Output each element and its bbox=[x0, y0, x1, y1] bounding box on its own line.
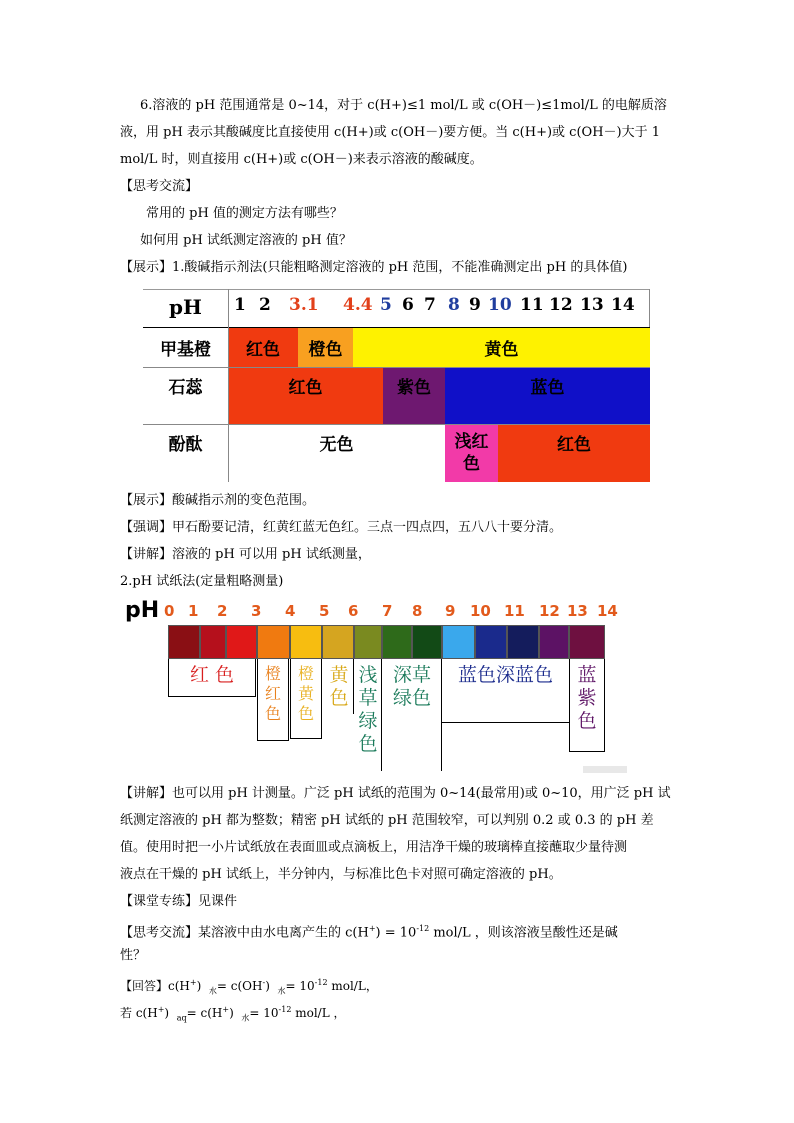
methyl-orange-red-cell bbox=[228, 327, 298, 367]
ph-range-label-char: 绿色 bbox=[392, 687, 431, 709]
ph-scale-number: 5 bbox=[380, 295, 392, 315]
phenolphthalein-colorless-label: 无色 bbox=[319, 435, 354, 455]
ph-range-label-char: 色 bbox=[358, 733, 378, 755]
ph-scale-number: 2 bbox=[259, 295, 271, 315]
ph-tick-label: 10 bbox=[470, 602, 491, 620]
phenolphthalein-light-red-cell bbox=[445, 424, 498, 482]
ph-tick-label: 3 bbox=[251, 602, 262, 620]
orange-yellow-range-label bbox=[290, 664, 322, 724]
ph-tick-label: 0 bbox=[164, 602, 175, 620]
litmus-red-label: 红色 bbox=[288, 378, 323, 398]
ph-tick-label: 5 bbox=[319, 602, 330, 620]
ph-tick-label: 12 bbox=[539, 602, 560, 620]
ph-range-label-char: 色 bbox=[297, 704, 314, 723]
aq-subscript: aq bbox=[176, 1013, 187, 1023]
ph-scale-number: 7 bbox=[424, 295, 436, 315]
show-indicator-heading: 【展示】1.酸碱指示剂法(只能粗略测定溶液的 pH 范围，不能准确测定出 pH 的具体值) bbox=[120, 260, 628, 275]
ph-color-swatch bbox=[226, 625, 257, 659]
answer-text: 【回答】c(H bbox=[120, 979, 190, 993]
ph-range-label-char: 深草 bbox=[392, 664, 431, 686]
answer-text: ) bbox=[265, 979, 270, 993]
think-question-2: 如何用 pH 试纸测定溶液的 pH 值？ bbox=[140, 233, 352, 248]
ph-range-label-char: 橙 bbox=[264, 664, 281, 683]
ph-color-swatch bbox=[382, 625, 412, 659]
ph-color-swatch bbox=[507, 625, 539, 659]
plus-superscript: + bbox=[189, 978, 197, 987]
answer-text: = 10 bbox=[249, 1006, 279, 1020]
ph-color-swatch bbox=[257, 625, 290, 659]
methyl-orange-yellow-cell bbox=[353, 327, 650, 367]
plus-superscript: + bbox=[157, 1005, 165, 1014]
ph-color-swatch bbox=[200, 625, 226, 659]
answer-line2 bbox=[120, 1000, 346, 1028]
table-border-top bbox=[143, 289, 650, 290]
minus-superscript: - bbox=[262, 978, 266, 987]
methyl-orange-yellow-label: 黄色 bbox=[484, 339, 519, 360]
water-subscript: 水 bbox=[208, 986, 217, 996]
para6-line1: 6.溶液的 pH 范围通常是 0~14，对于 c(H+)≤1 mol/L 或 c(OH－)≤1mol/L 的电解质溶 bbox=[140, 98, 667, 113]
answer-text: ) bbox=[164, 1006, 170, 1020]
method-ph-paper-title: 2.pH 试纸法(定量粗略测量) bbox=[120, 574, 284, 589]
ph-color-swatch bbox=[354, 625, 382, 659]
ph-scale-number: 1 bbox=[234, 295, 246, 315]
ph-tick-label: 13 bbox=[567, 602, 588, 620]
emphasis-mnemonic: 【强调】甲石酚要记清，红黄红蓝无色红。三点一四点四，五八八十要分清。 bbox=[120, 520, 563, 535]
ph-range-label-char: 蓝 bbox=[577, 664, 597, 686]
ph-tick-label: 7 bbox=[382, 602, 393, 620]
light-green-range-label bbox=[354, 664, 382, 756]
scan-artifact bbox=[583, 766, 627, 773]
ph-scale-number: 10 bbox=[488, 295, 512, 315]
blue-range-label: 蓝色深蓝色 bbox=[457, 664, 553, 686]
ph-range-label-char: 浅 bbox=[358, 664, 378, 686]
methyl-orange-red-label: 红色 bbox=[246, 339, 280, 360]
orange-red-range-label bbox=[257, 664, 289, 724]
answer-text: = c(H bbox=[186, 1006, 223, 1020]
explain2-line2: 纸测定溶液的 pH 都为整数；精密 pH 试纸的 pH 范围较窄，可以判别 0.2 或 0.3 的 pH 差 bbox=[120, 813, 654, 828]
ph-color-swatch bbox=[290, 625, 322, 659]
phenolphthalein-red-label: 红色 bbox=[557, 435, 591, 455]
deep-green-range-label bbox=[382, 664, 442, 710]
answer-text: ) bbox=[196, 979, 202, 993]
explain2-line4: 液点在干燥的 pH 试纸上，半分钟内，与标准比色卡对照可确定溶液的 pH。 bbox=[120, 867, 562, 882]
ph-range-label-char: 红 bbox=[264, 684, 281, 703]
table-divider bbox=[143, 367, 650, 368]
para6-line3: mol/L 时，则直接用 c(H+)或 c(OH－)来表示溶液的酸碱度。 bbox=[120, 152, 483, 167]
phenolphthalein-red-cell bbox=[498, 424, 650, 482]
litmus-blue-cell bbox=[445, 367, 650, 424]
answer-line1 bbox=[120, 973, 378, 1001]
answer-text: = 10 bbox=[285, 979, 315, 993]
ph-scale-number: 3.1 bbox=[289, 295, 319, 315]
phenolphthalein-name: 酚酞 bbox=[168, 435, 203, 455]
phenolphthalein-light-red-label-1: 浅红 bbox=[454, 432, 489, 452]
explain-ph-paper: 【讲解】溶液的 pH 可以用 pH 试纸测量， bbox=[120, 547, 371, 562]
indicator-table bbox=[143, 287, 650, 482]
water-subscript: 水 bbox=[277, 986, 286, 996]
table-divider bbox=[143, 327, 650, 328]
ph-color-swatch bbox=[569, 625, 605, 659]
exponent-superscript: -12 bbox=[278, 1005, 292, 1014]
ph-range-label-char: 色 bbox=[329, 687, 349, 709]
blue-purple-range-label bbox=[569, 664, 605, 733]
answer-text: ) bbox=[229, 1006, 234, 1020]
answer-text: mol/L ， bbox=[291, 1006, 346, 1020]
ph-color-swatch bbox=[322, 625, 354, 659]
water-subscript: 水 bbox=[241, 1013, 250, 1023]
answer-text: mol/L， bbox=[327, 979, 378, 993]
think2-text-a: 【思考交流】某溶液中由水电离产生的 c(H bbox=[120, 925, 369, 941]
think2-text-b: ) = 10 bbox=[375, 925, 417, 941]
ph-header-label: pH bbox=[169, 295, 202, 319]
ph-tick-label: 6 bbox=[348, 602, 359, 620]
table-column-divider bbox=[228, 289, 229, 482]
ph-color-swatch bbox=[442, 625, 475, 659]
ph-scale-number: 14 bbox=[611, 295, 635, 315]
ph-range-label-char: 绿 bbox=[358, 710, 378, 732]
ph-range-label-char: 草 bbox=[358, 687, 378, 709]
ph-tick-label: 9 bbox=[445, 602, 456, 620]
litmus-purple-cell bbox=[383, 367, 445, 424]
litmus-blue-label: 蓝色 bbox=[530, 378, 565, 398]
table-divider bbox=[143, 424, 650, 425]
ph-scale-number: 6 bbox=[402, 295, 414, 315]
exponent-superscript: -12 bbox=[416, 924, 430, 933]
answer-text: = c(OH bbox=[216, 979, 263, 993]
explain2-line1: 【讲解】也可以用 pH 计测量。广泛 pH 试纸的范围为 0~14(最常用)或 0~10，用广泛 pH 试 bbox=[120, 786, 671, 801]
show-indicator-range: 【展示】酸碱指示剂的变色范围。 bbox=[120, 493, 316, 508]
phenolphthalein-light-red-label-2: 色 bbox=[463, 454, 480, 474]
ph-tick-label: 14 bbox=[597, 602, 618, 620]
litmus-red-cell bbox=[228, 367, 383, 424]
ph-tick-label: 2 bbox=[217, 602, 228, 620]
plus-superscript: + bbox=[368, 924, 376, 933]
ph-tick-label: 1 bbox=[188, 602, 199, 620]
litmus-purple-label: 紫色 bbox=[397, 378, 431, 398]
think2-text-c: mol/L ，则该溶液呈酸性还是碱 bbox=[429, 925, 618, 941]
ph-chart-label: pH bbox=[125, 598, 160, 623]
ph-range-label-char: 黄 bbox=[329, 664, 349, 686]
ph-range-label-char: 色 bbox=[264, 704, 281, 723]
red-range-label: 红 色 bbox=[189, 664, 235, 686]
ph-color-swatch bbox=[168, 625, 200, 659]
methyl-orange-name: 甲基橙 bbox=[160, 339, 211, 360]
answer-text: 若 c(H bbox=[120, 1006, 158, 1020]
ph-tick-label: 4 bbox=[285, 602, 296, 620]
exponent-superscript: -12 bbox=[314, 978, 328, 987]
ph-scale-number: 8 bbox=[448, 295, 460, 315]
ph-scale-number: 13 bbox=[580, 295, 604, 315]
phenolphthalein-colorless-cell bbox=[228, 424, 445, 482]
yellow-range-label bbox=[324, 664, 354, 710]
ph-tick-label: 11 bbox=[504, 602, 525, 620]
methyl-orange-orange-cell bbox=[298, 327, 353, 367]
ph-range-label-char: 色 bbox=[577, 710, 597, 732]
ph-color-chart bbox=[120, 600, 640, 780]
ph-scale-number: 9 bbox=[469, 295, 481, 315]
ph-range-label-char: 黄 bbox=[297, 684, 314, 703]
explain2-line3: 值。使用时把一小片试纸放在表面皿或点滴板上，用洁净干燥的玻璃棒直接蘸取少量待测 bbox=[120, 840, 628, 855]
ph-color-swatch bbox=[412, 625, 442, 659]
plus-superscript: + bbox=[222, 1005, 230, 1014]
ph-range-label-char: 紫 bbox=[577, 687, 597, 709]
litmus-name: 石蕊 bbox=[168, 378, 203, 398]
ph-scale-number: 12 bbox=[549, 295, 573, 315]
table-border-right bbox=[649, 289, 650, 327]
think2-line1 bbox=[120, 919, 618, 943]
ph-tick-label: 8 bbox=[412, 602, 423, 620]
practice-line: 【课堂专练】见课件 bbox=[120, 894, 238, 909]
think-question-1: 常用的 pH 值的测定方法有哪些？ bbox=[146, 206, 343, 221]
ph-color-swatch bbox=[539, 625, 569, 659]
ph-color-swatch bbox=[475, 625, 507, 659]
ph-scale-number: 4.4 bbox=[343, 295, 373, 315]
para6-line2: 液，用 pH 表示其酸碱度比直接使用 c(H+)或 c(OH－)要方便。当 c(H+)或 c(OH－)大于 1 bbox=[120, 125, 661, 140]
think2-line2: 性？ bbox=[120, 948, 147, 963]
methyl-orange-orange-label: 橙色 bbox=[308, 339, 343, 360]
think-title: 【思考交流】 bbox=[120, 179, 199, 194]
ph-scale-number: 11 bbox=[520, 295, 544, 315]
ph-range-label-char: 橙 bbox=[297, 664, 314, 683]
